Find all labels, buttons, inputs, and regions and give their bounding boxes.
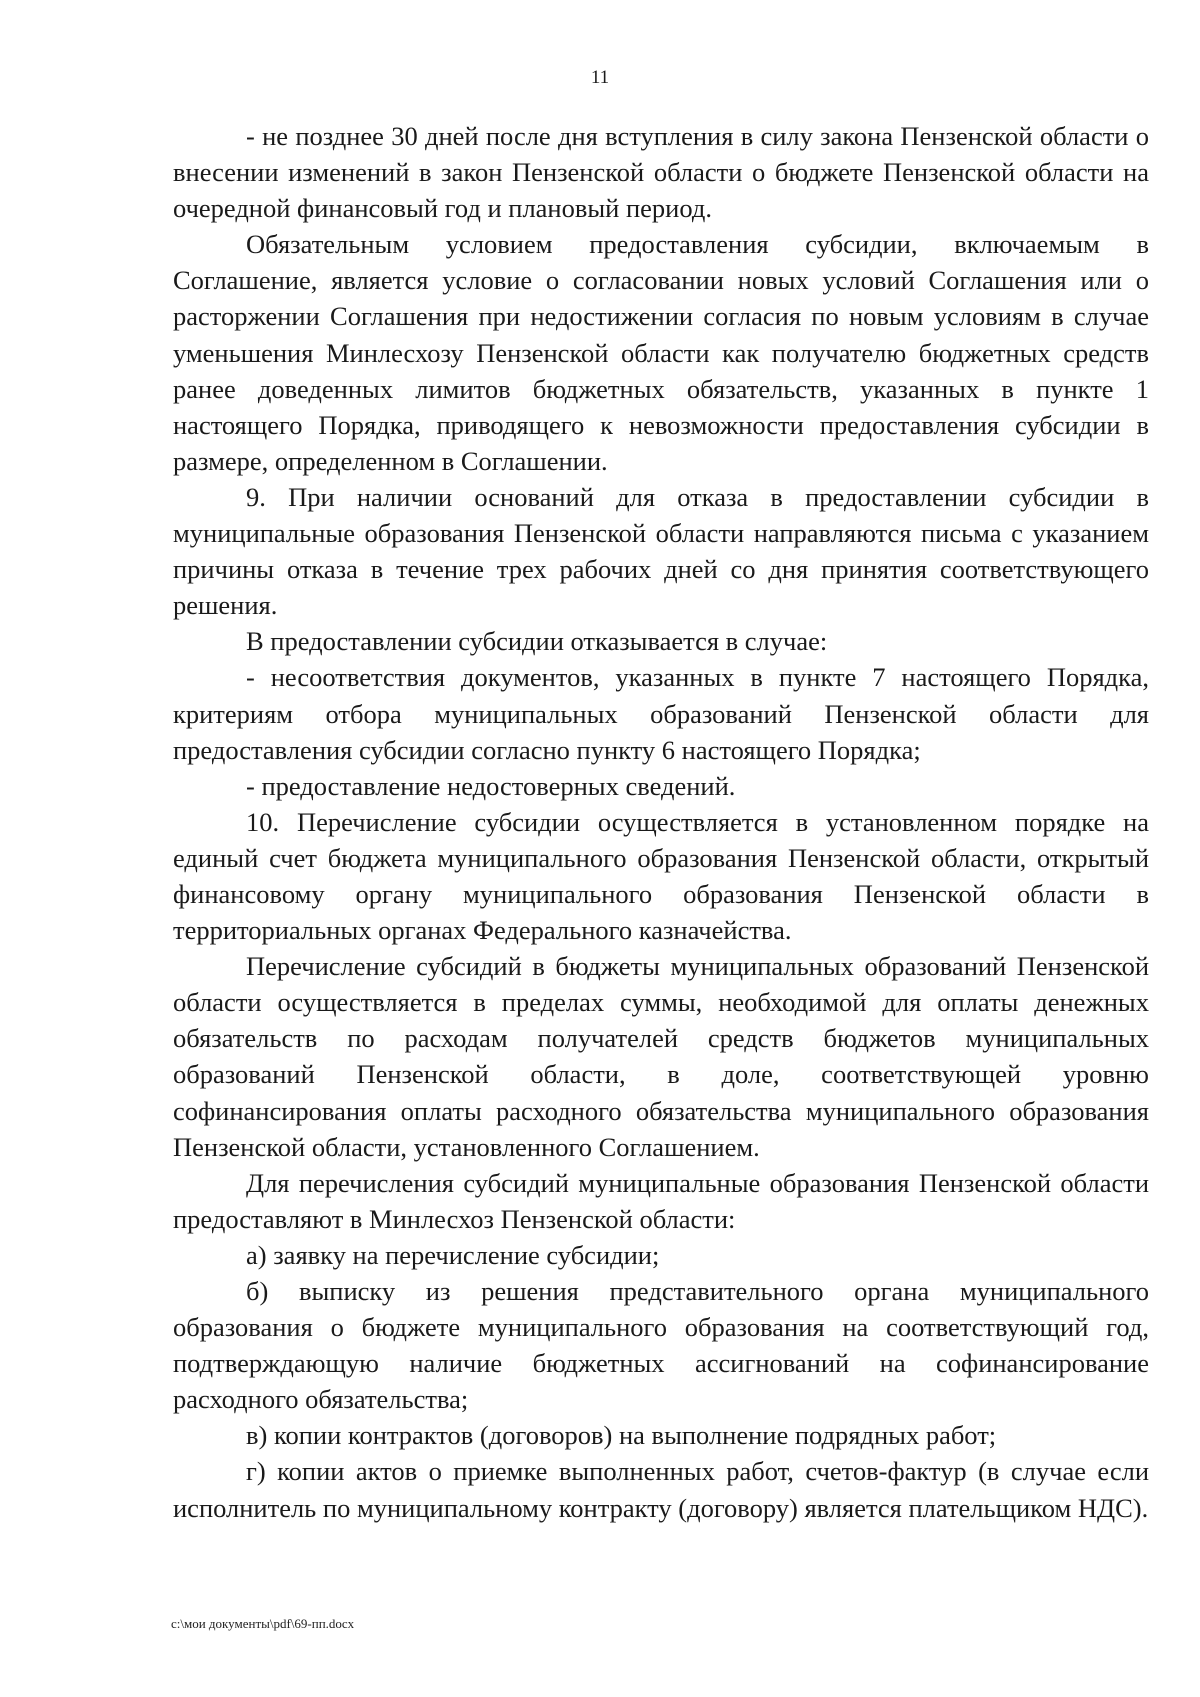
paragraph-item-10-transfer: 10. Перечисление субсидии осуществляется в установленном порядке на единый счет бюджета муниципального образования Пензенской области, открытый финансовому органу муниципального образования Пензенской области в территориальных органах Федерального казначейства. — [173, 806, 1149, 946]
paragraph-refusal-cases: В предоставлении субсидии отказывается в случае: — [246, 626, 828, 657]
list-item-b-budget-extract: б) выписку из решения представительного органа муниципального образования о бюджете муниципального образования на соответствующий год, подтверждающую наличие бюджетных ассигнований на софинансирование расходного обязательства; — [173, 1276, 1149, 1415]
paragraph-transfer-documents: Для перечисления субсидий муниципальные образования Пензенской области предоставляют в Минлесхоз Пензенской области: — [173, 1167, 1149, 1234]
paragraph-refusal-case-false-info: - предоставление недостоверных сведений. — [246, 770, 736, 801]
paragraph-deadline-30-days: - не позднее 30 дней после дня вступления в силу закона Пензенской области о внесении изменений в закон Пензенской области о бюджете Пензенской области на очередной финансовый год и плановый период. — [173, 121, 1149, 224]
footer-file-path: c:\мои документы\pdf\69-пп.docx — [171, 1616, 355, 1631]
paragraph-refusal-case-documents: - несоответствия документов, указанных в пункте 7 настоящего Порядка, критериям отбора муниципальных образований Пензенской области для предоставления субсидии согласно пункту 6 настоящего Порядка; — [173, 662, 1149, 765]
paragraph-transfer-limits: Перечисление субсидий в бюджеты муниципальных образований Пензенской области осуществляется в пределах суммы, необходимой для оплаты денежных обязательств по расходам получателей средств бюджетов муниципальных образований Пензенской области, в доле, соответствующей уровню софинансирования оплаты расходного обязательства муниципального образования Пензенской области, установленного Соглашением. — [173, 951, 1149, 1162]
document-body — [173, 118, 1149, 1526]
list-item-a-application: а) заявку на перечисление субсидии; — [246, 1239, 660, 1270]
list-item-g-acceptance-acts: г) копии актов о приемке выполненных работ, счетов-фактур (в случае если исполнитель по муниципальному контракту (договору) является плательщиком НДС). — [173, 1456, 1149, 1523]
list-item-v-contract-copies: в) копии контрактов (договоров) на выполнение подрядных работ; — [246, 1420, 997, 1451]
paragraph-mandatory-condition: Обязательным условием предоставления субсидии, включаемым в Соглашение, является условие о согласовании новых условий Соглашения или о расторжении Соглашения при недостижении согласия по новым условиям в случае уменьшения Минлесхозу Пензенской области как получателю бюджетных средств ранее доведенных лимитов бюджетных обязательств, указанных в пункте 1 настоящего Порядка, приводящего к невозможности предоставления субсидии в размере, определенном в Соглашении. — [173, 229, 1149, 476]
paragraph-item-9-refusal: 9. При наличии оснований для отказа в предоставлении субсидии в муниципальные образования Пензенской области направляются письма с указанием причины отказа в течение трех рабочих дней со дня принятия соответствующего решения. — [173, 481, 1149, 621]
page-number: 11 — [590, 67, 610, 88]
